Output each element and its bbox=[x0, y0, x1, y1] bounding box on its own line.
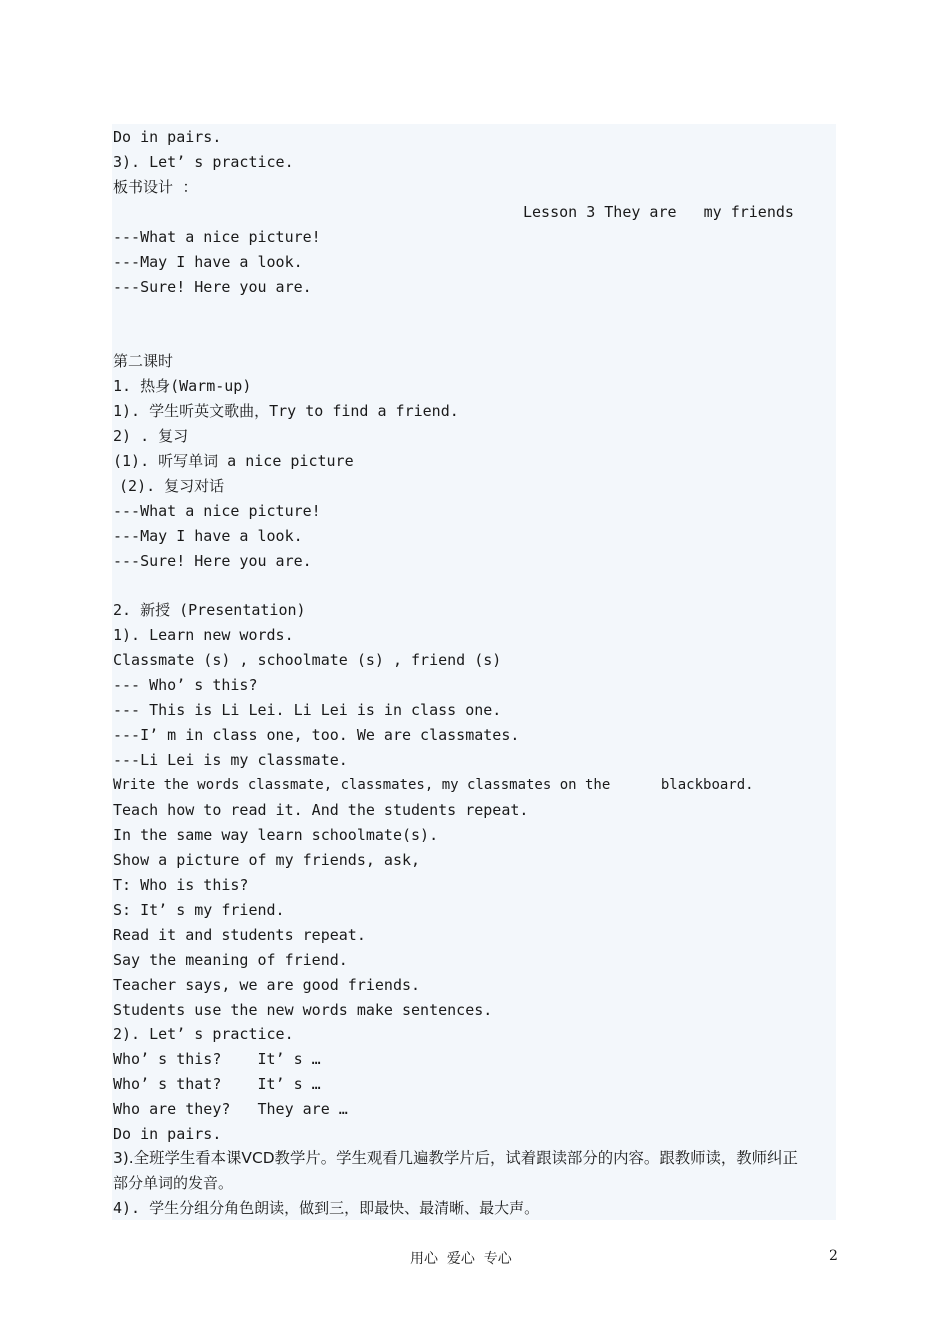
text-line: Say the meaning of friend. bbox=[113, 951, 348, 969]
text-line: ---Li Lei is my classmate. bbox=[113, 751, 348, 769]
text-line: ---I’ m in class one, too. We are classmates. bbox=[113, 726, 520, 744]
text-line: Teacher says, we are good friends. bbox=[113, 976, 421, 994]
text-line: 1. 热身(Warm-up) bbox=[113, 377, 252, 395]
text-line: Who’ s that? It’ s … bbox=[113, 1075, 321, 1093]
text-line: 2. 新授 (Presentation) bbox=[113, 601, 306, 619]
footer-motto: 用心 爱心 专心 bbox=[410, 1251, 512, 1267]
text-line: 1). Learn new words. bbox=[113, 626, 294, 644]
text-line: Teach how to read it. And the students repeat. bbox=[113, 801, 529, 819]
text-line: T: Who is this? bbox=[113, 876, 249, 894]
text-line: 部分单词的发音。 bbox=[113, 1174, 234, 1192]
text-line: 3). Let’ s practice. bbox=[113, 153, 294, 171]
text-line: Who are they? They are … bbox=[113, 1100, 348, 1118]
text-line: ---May I have a look. bbox=[113, 527, 303, 545]
text-line: ---What a nice picture! bbox=[113, 228, 321, 246]
text-line: ---May I have a look. bbox=[113, 253, 303, 271]
section-heading: 板书设计 ： bbox=[113, 178, 198, 196]
text-line: ---What a nice picture! bbox=[113, 502, 321, 520]
text-line: Students use the new words make sentences. bbox=[113, 1001, 493, 1019]
text-line: S: It’ s my friend. bbox=[113, 901, 285, 919]
text-line: 4). 学生分组分角色朗读，做到三，即最快、最清晰、最大声。 bbox=[113, 1199, 540, 1217]
text-line: Write the words classmate, classmates, my classmates on the blackboard. bbox=[113, 777, 754, 793]
text-line: Who’ s this? It’ s … bbox=[113, 1050, 321, 1068]
page-number: 2 bbox=[829, 1248, 838, 1264]
text-line: ---Sure! Here you are. bbox=[113, 278, 312, 296]
section-heading: 第二课时 bbox=[113, 352, 174, 370]
text-line: In the same way learn schoolmate(s). bbox=[113, 826, 439, 844]
text-line: --- Who’ s this? bbox=[113, 676, 258, 694]
text-line: (1). 听写单词 a nice picture bbox=[113, 452, 354, 470]
text-line: Do in pairs. bbox=[113, 128, 222, 146]
text-line: 3).全班学生看本课VCD教学片。学生观看几遍教学片后，试着跟读部分的内容。跟教师读，教师纠正 bbox=[113, 1149, 798, 1167]
lesson-title: Lesson 3 They are my friends bbox=[523, 203, 794, 221]
text-line: Show a picture of my friends, ask, bbox=[113, 851, 421, 869]
text-line: Classmate (s) , schoolmate (s) , friend (s) bbox=[113, 651, 502, 669]
text-line: Read it and students repeat. bbox=[113, 926, 366, 944]
text-line: (2). 复习对话 bbox=[110, 477, 225, 495]
text-line: ---Sure! Here you are. bbox=[113, 552, 312, 570]
text-line: 1). 学生听英文歌曲，Try to find a friend. bbox=[113, 402, 459, 420]
text-line: --- This is Li Lei. Li Lei is in class one. bbox=[113, 701, 502, 719]
text-line: 2). Let’ s practice. bbox=[113, 1025, 294, 1043]
text-line: Do in pairs. bbox=[113, 1125, 222, 1143]
text-line: 2) . 复习 bbox=[113, 427, 189, 445]
